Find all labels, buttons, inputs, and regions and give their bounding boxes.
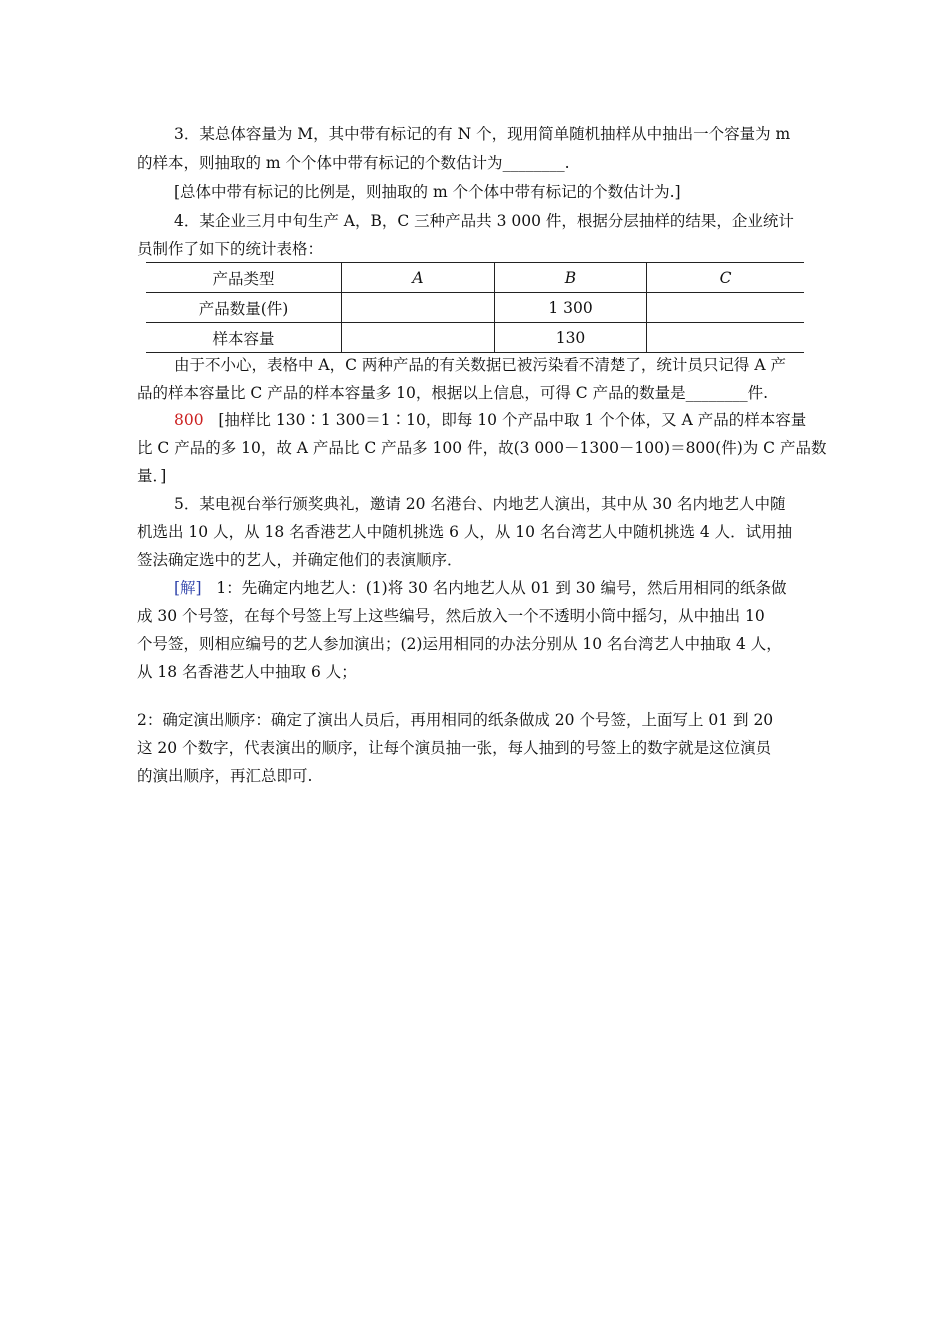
q4-after-line2 [137, 383, 768, 403]
table-cell: 130 [495, 323, 647, 353]
table-row [146, 293, 804, 323]
q4-after-line2-text: 品的样本容量比 C 产品的样本容量多 10，根据以上信息，可得 C 产品的数量是 [137, 384, 686, 402]
q4-line1: 4．某企业三月中旬生产 A，B，C 三种产品共 3 000 件，根据分层抽样的结果，企业统计 [174, 212, 794, 230]
q3-answer-blank: ________ [502, 154, 565, 172]
table-row [146, 323, 804, 353]
q3-line2-text: 的样本，则抽取的 m 个个体中带有标记的个数估计为 [137, 154, 503, 172]
q4-answer-blank: ________ [685, 384, 748, 402]
table-cell: 1 300 [495, 293, 647, 323]
table-cell [647, 323, 805, 353]
solution-tag: [解] [174, 579, 202, 597]
table-cell [647, 293, 805, 323]
table-cell: 样本容量 [146, 323, 342, 353]
table-cell [342, 293, 495, 323]
table-cell: 产品数量(件) [146, 293, 342, 323]
q5-solution-text: 1：先确定内地艺人：(1)将 30 名内地艺人从 01 到 30 编号，然后用相同的纸条做 [216, 579, 787, 597]
q4-line2: 员制作了如下的统计表格： [137, 240, 324, 258]
q4-answer-line3: 量．] [137, 467, 167, 485]
table-cell: A [342, 263, 495, 293]
q5-solution-line4: 从 18 名香港艺人中抽取 6 人； [137, 663, 357, 681]
q3-line2-end: . [564, 154, 570, 172]
q5-line3: 签法确定选中的艺人，并确定他们的表演顺序． [137, 551, 463, 569]
table-cell [342, 323, 495, 353]
q4-answer-value: 800 [174, 411, 204, 429]
q3-line1: 3．某总体容量为 M，其中带有标记的有 N 个，现用简单随机抽样从中抽出一个容量为 m [174, 125, 791, 143]
q5-line2: 机选出 10 人，从 18 名香港艺人中随机挑选 6 人，从 10 名台湾艺人中随机挑选 4 人．试用抽 [137, 523, 793, 541]
q4-after-line2-end: 件. [747, 384, 769, 402]
table-cell: 产品类型 [146, 263, 342, 293]
q5-step2-line2: 这 20 个数字，代表演出的顺序，让每个演员抽一张，每人抽到的号签上的数字就是这位演员 [137, 739, 772, 757]
statistics-table [146, 262, 804, 353]
q5-solution-line2: 成 30 个号签，在每个号签上写上这些编号，然后放入一个不透明小筒中摇匀，从中抽出 10 [137, 607, 765, 625]
q4-after-line1: 由于不小心，表格中 A，C 两种产品的有关数据已被污染看不清楚了，统计员只记得 A 产 [174, 356, 786, 374]
q5-line1: 5．某电视台举行颁奖典礼，邀请 20 名港台、内地艺人演出，其中从 30 名内地艺人中随 [174, 495, 786, 513]
q4-answer-line1 [174, 410, 806, 430]
q3-line2 [137, 153, 570, 173]
q4-answer-line2: 比 C 产品的多 10，故 A 产品比 C 产品多 100 件，故(3 000－1300－100)＝800(件)为 C 产品数 [137, 439, 827, 457]
q3-answer: [总体中带有标记的比例是，则抽取的 m 个个体中带有标记的个数估计为.] [174, 183, 681, 201]
table-header-row [146, 263, 804, 293]
q5-solution-line1 [174, 578, 786, 598]
q5-solution-line3: 个号签，则相应编号的艺人参加演出；(2)运用相同的办法分别从 10 名台湾艺人中抽取 4 人， [137, 635, 782, 653]
q5-step2-line3: 的演出顺序，再汇总即可. [137, 767, 313, 785]
table-cell: B [495, 263, 647, 293]
q5-step2-line1: 2：确定演出顺序：确定了演出人员后，再用相同的纸条做成 20 个号签，上面写上 01 到 20 [137, 711, 774, 729]
q4-answer-text: [抽样比 130∶1 300＝1∶10，即每 10 个产品中取 1 个个体，又 A 产品的样本容量 [218, 411, 807, 429]
table-cell: C [647, 263, 805, 293]
